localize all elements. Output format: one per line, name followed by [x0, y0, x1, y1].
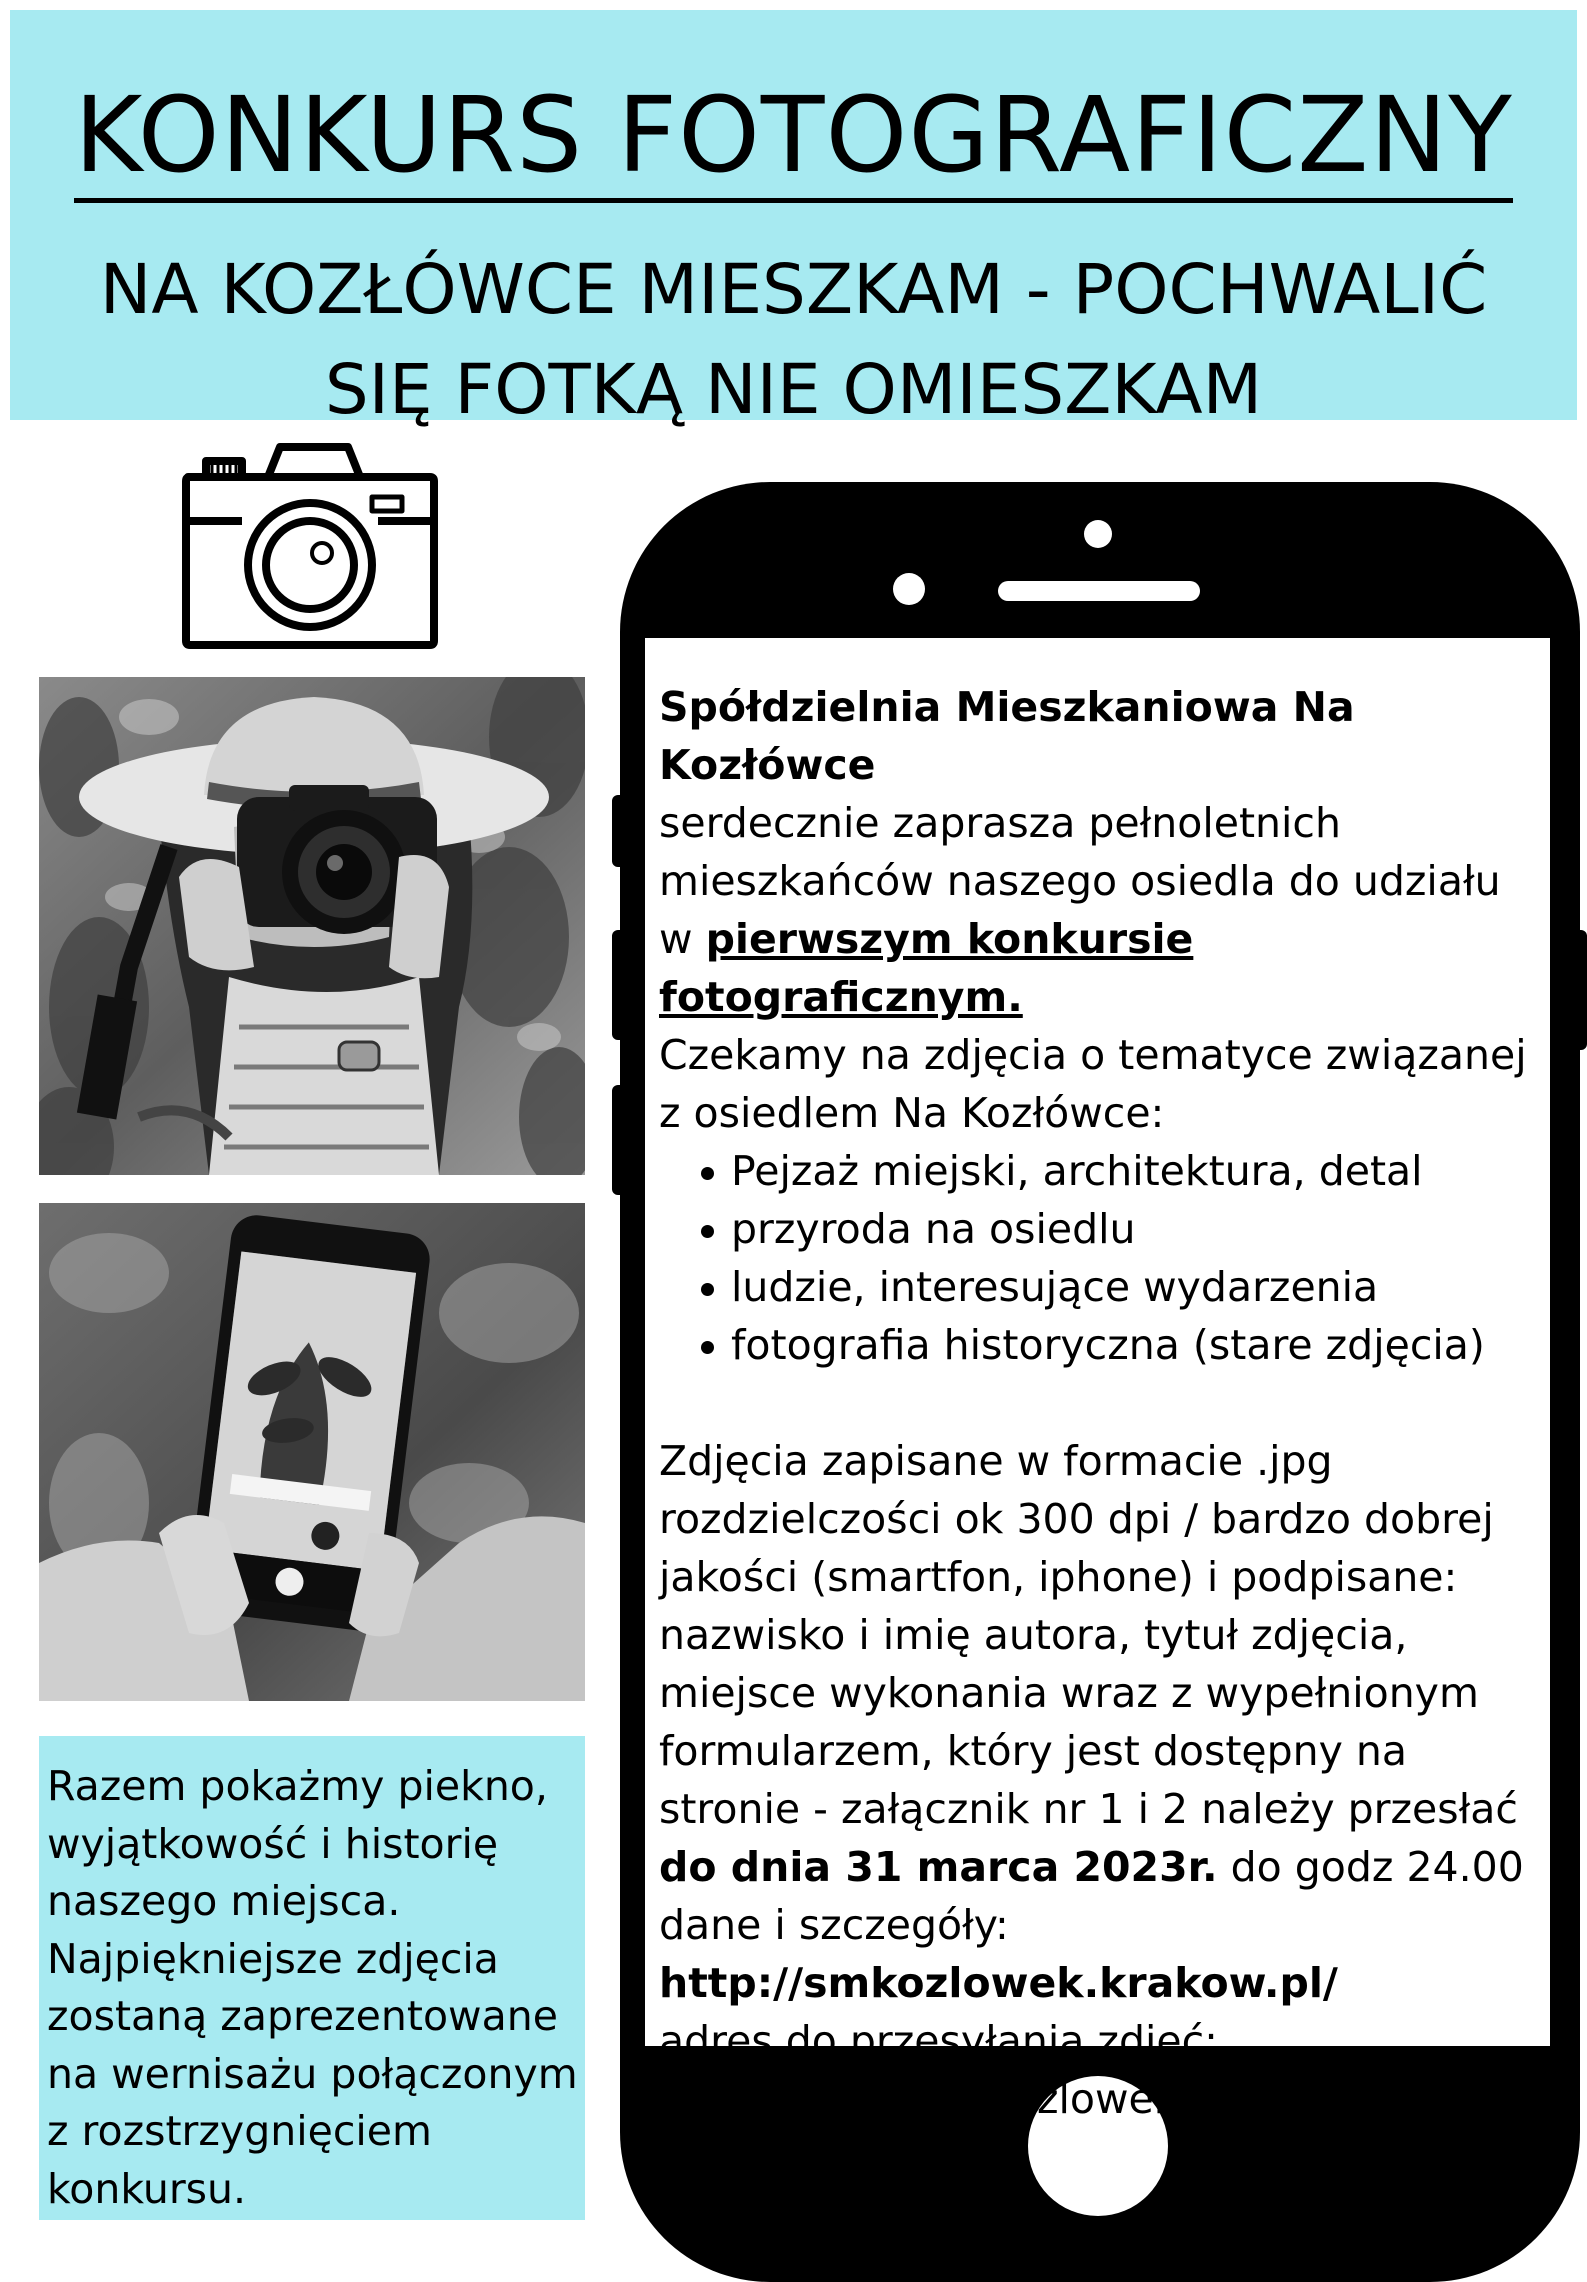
page-subtitle: [10, 240, 1577, 440]
details-label: dane i szczegóły:: [659, 1901, 1009, 1949]
list-item: fotografia historyczna (stare zdjęcia): [731, 1316, 1550, 1374]
invitation-line: zostaną zaprezentowane: [47, 1992, 558, 2040]
rules-line: Zdjęcia zapisane w formacie .jpg: [659, 1437, 1333, 1485]
woman-with-camera-photo: [39, 677, 585, 1175]
intro-line: serdecznie zaprasza pełnoletnich: [659, 799, 1341, 847]
phone-volume-button: [612, 930, 626, 1040]
rules-line: rozdzielczości ok 300 dpi / bardzo dobrej: [659, 1495, 1494, 1543]
phone-power-button: [1573, 930, 1587, 1050]
topic-line: z osiedlem Na Kozłówce:: [659, 1089, 1165, 1137]
phone-front-camera: [893, 573, 925, 605]
contest-name: pierwszym konkursie fotograficznym.: [659, 915, 1194, 1021]
list-item: przyroda na osiedlu: [731, 1200, 1550, 1258]
email-link[interactable]: ciechanska@smkozlowek.krakow.pl: [659, 2075, 1384, 2123]
invitation-line: naszego miejsca.: [47, 1877, 401, 1925]
phone-volume-button: [612, 795, 626, 867]
invitation-line: Najpiękniejsze zdjęcia: [47, 1934, 499, 1983]
phone-screen: [645, 638, 1550, 2123]
rules-line: stronie - załącznik nr 1 i 2 należy przesłać: [659, 1785, 1518, 1833]
invitation-line: z rozstrzygnięciem: [47, 2107, 432, 2155]
page-title: KONKURS FOTOGRAFICZNY: [10, 75, 1577, 195]
intro-line: w pierwszym konkursie fotograficznym.: [659, 915, 1194, 1021]
phone-sensor-dot: [1084, 520, 1112, 548]
rules-line: miejsce wykonania wraz z wypełnionym: [659, 1669, 1479, 1717]
email-label: adres do przesyłania zdjęć:: [659, 2017, 1218, 2065]
organization-name: Spółdzielnia Mieszkaniowa Na Kozłówce: [659, 683, 1355, 789]
website-link[interactable]: http://smkozlowek.krakow.pl/: [659, 1959, 1338, 2007]
topic-list: [659, 1142, 1550, 1374]
invitation-box: [39, 1736, 585, 2220]
phone-speaker-grille: [998, 581, 1200, 601]
list-item: Pejzaż miejski, architektura, detal: [731, 1142, 1550, 1200]
camera-icon: [180, 435, 440, 650]
invitation-line: wyjątkowość i historię: [47, 1819, 499, 1868]
subtitle-line-2: SIĘ FOTKĄ NIE OMIESZKAM: [324, 350, 1263, 430]
topic-line: Czekamy na zdjęcia o tematyce związanej: [659, 1031, 1527, 1079]
rules-line: formularzem, który jest dostępny na: [659, 1727, 1408, 1775]
deadline-date: do dnia 31 marca 2023r.: [659, 1843, 1218, 1891]
invitation-line: na wernisażu połączonym: [47, 2049, 578, 2098]
spacer: [659, 1374, 1550, 1432]
header-banner: [10, 10, 1577, 430]
rules-line: jakości (smartfon, iphone) i podpisane:: [659, 1553, 1458, 1601]
subtitle-line-1: NA KOZŁÓWCE MIESZKAM - POCHWALIĆ: [99, 250, 1488, 330]
intro-line: mieszkańców naszego osiedla do udziału: [659, 857, 1501, 905]
invitation-line: Razem pokażmy piekno,: [47, 1762, 548, 1810]
list-item: ludzie, interesujące wydarzenia: [731, 1258, 1550, 1316]
rules-line: nazwisko i imię autora, tytuł zdjęcia,: [659, 1611, 1408, 1659]
invitation-line: konkursu.: [47, 2164, 247, 2213]
hands-holding-smartphone-photo: [39, 1203, 585, 1701]
phone-volume-button: [612, 1085, 626, 1195]
deadline-line: do dnia 31 marca 2023r. do godz 24.00: [659, 1843, 1524, 1891]
